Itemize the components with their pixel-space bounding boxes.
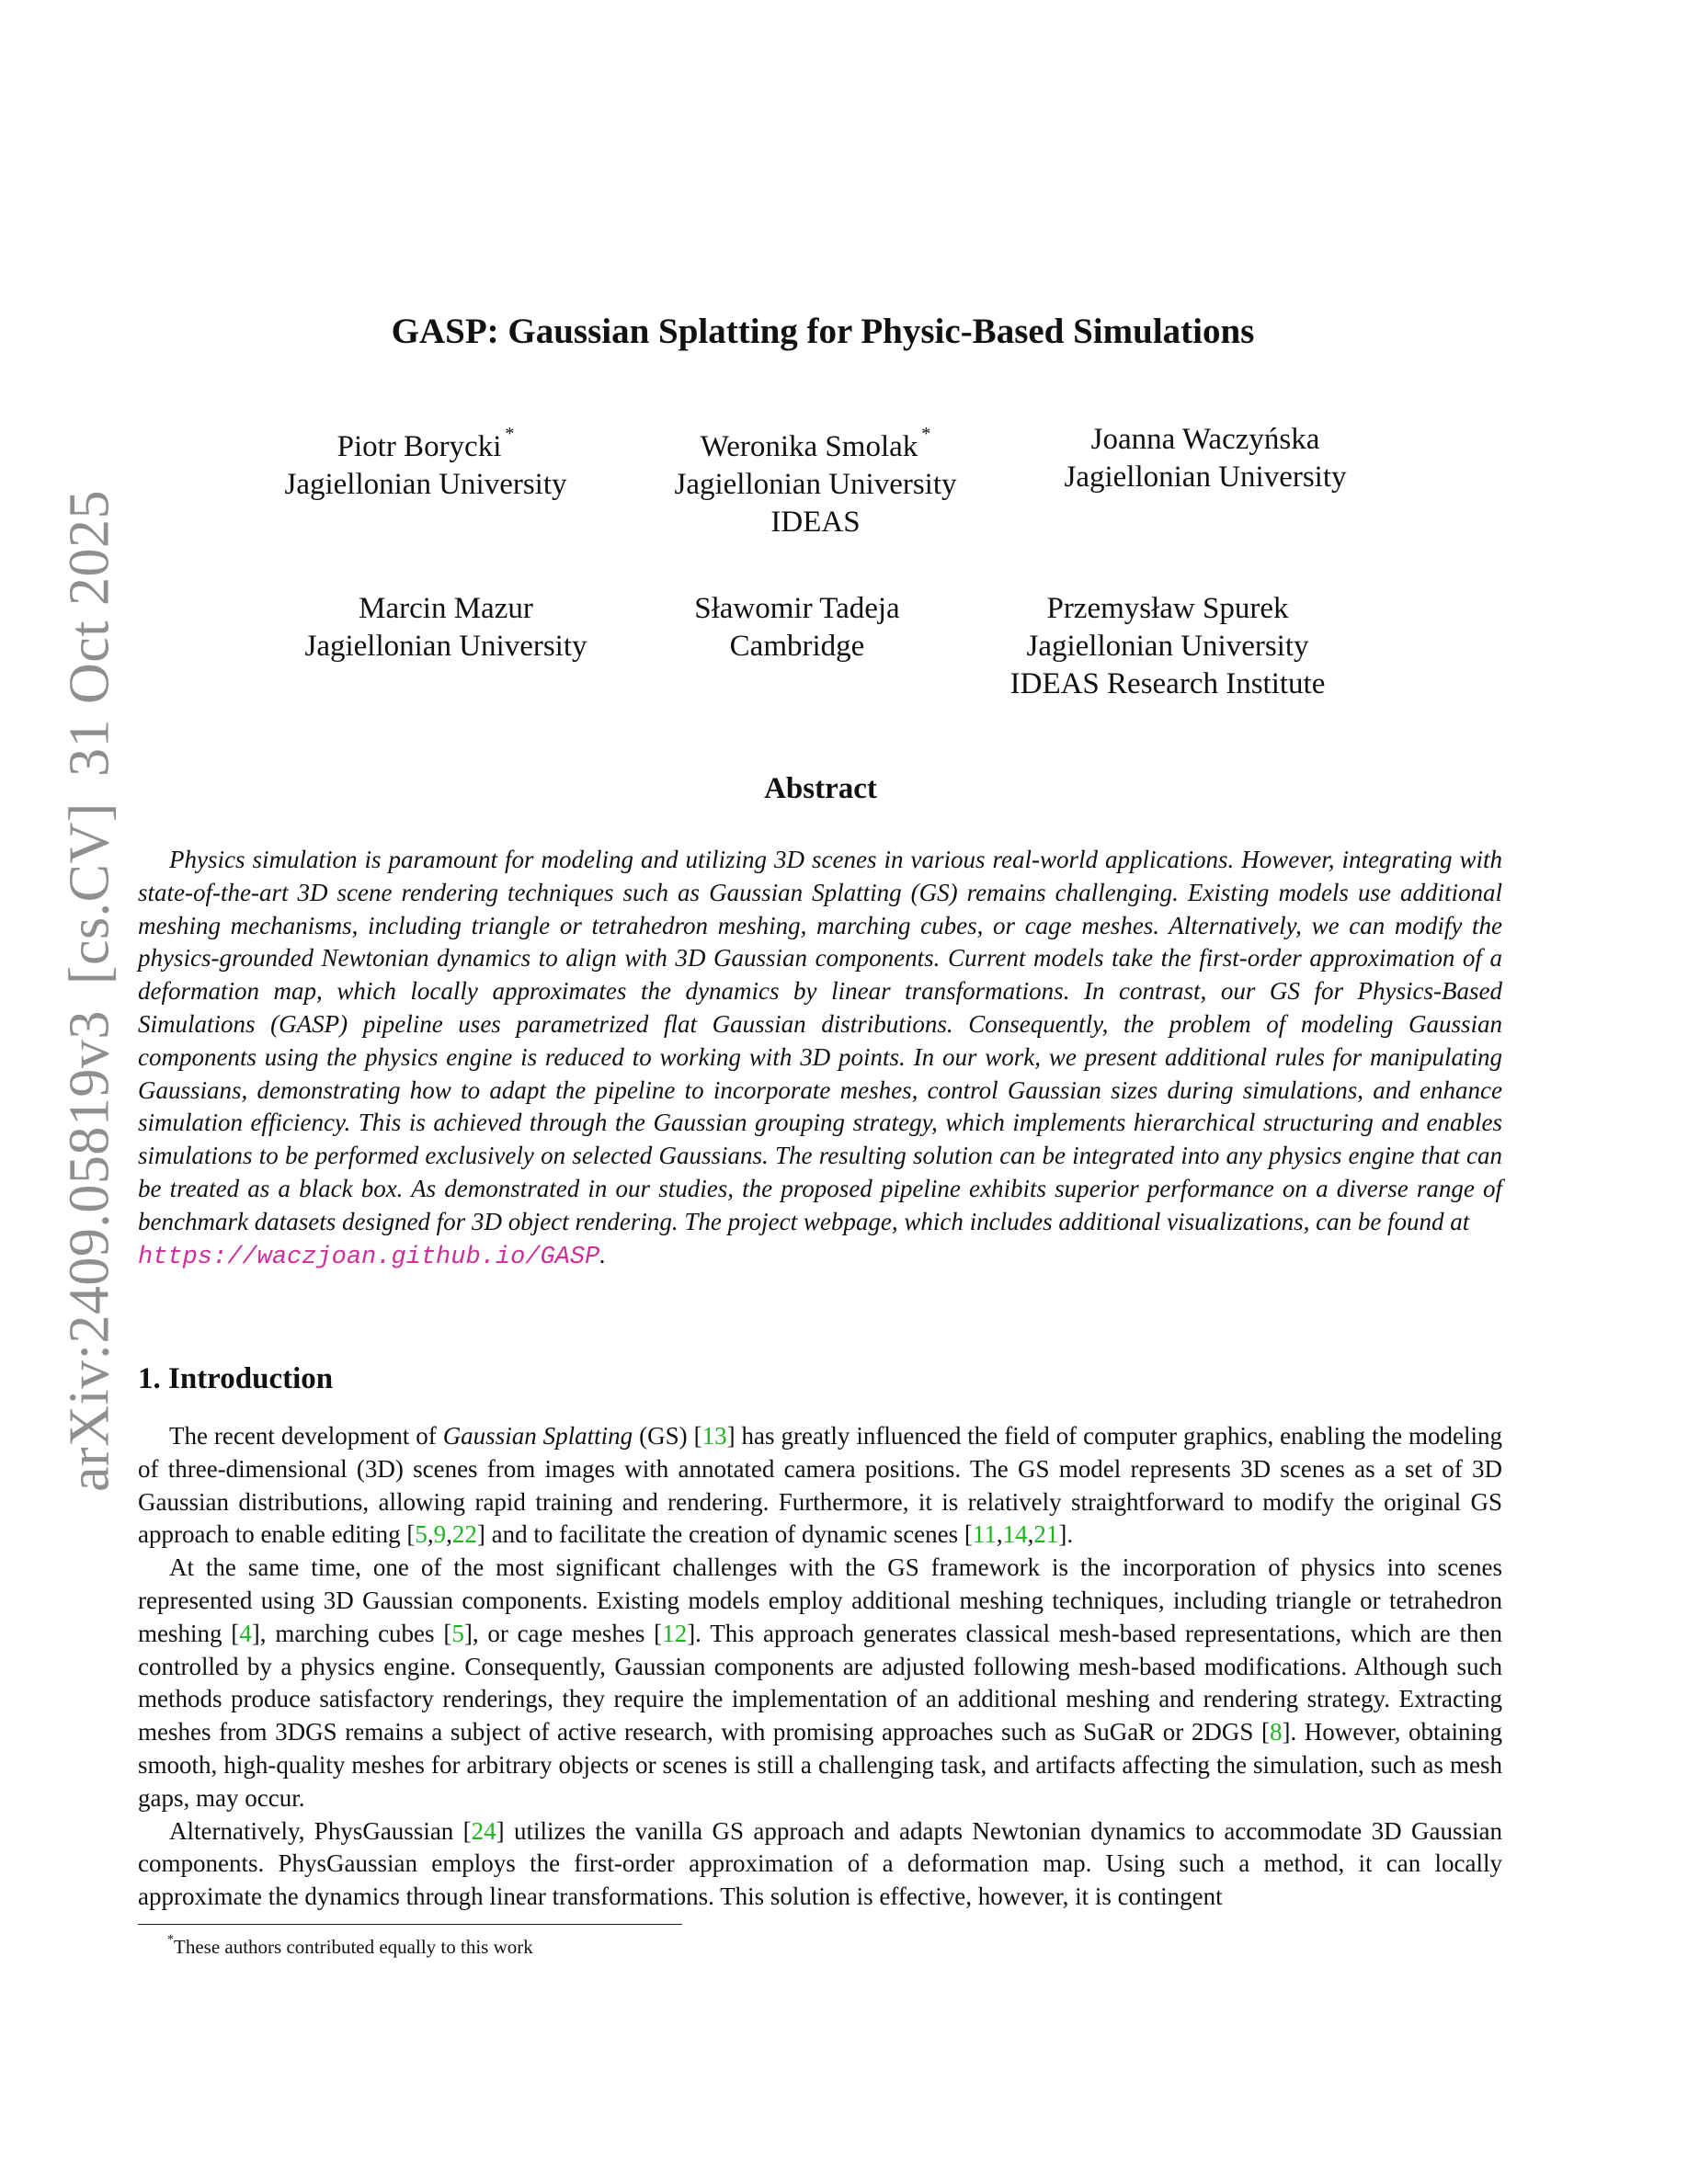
- text-run: ,: [1027, 1520, 1034, 1549]
- intro-paragraph: [138, 1815, 1502, 1914]
- arxiv-id: arXiv:2409.05819v3: [58, 1010, 121, 1492]
- abstract-end-punctuation: .: [599, 1240, 607, 1268]
- author-name: Przemysław Spurek: [1046, 592, 1289, 625]
- citation-link[interactable]: 14: [1002, 1520, 1028, 1549]
- author-name: Joanna Waczyńska: [1090, 423, 1320, 456]
- text-run: ,: [446, 1520, 452, 1549]
- citation-link[interactable]: 24: [471, 1816, 496, 1845]
- text-run: At the same time, one of the most significant challenges with the GS framework is the incorporation of physics into scenes represented using 3D Gaussian components. Existing models employ additional meshing techniques, including triangle or tetrahedron meshing [: [138, 1553, 1502, 1647]
- arxiv-category: [cs.CV]: [58, 802, 121, 985]
- citation-link[interactable]: 9: [433, 1520, 447, 1549]
- text-run: ,: [996, 1520, 1003, 1549]
- author-block: [975, 590, 1361, 703]
- author-affiliation: Jagiellonian University: [1064, 461, 1347, 494]
- text-run: (GS) [: [633, 1422, 702, 1450]
- citation-link[interactable]: 8: [1269, 1718, 1283, 1746]
- author-block: [622, 421, 1009, 541]
- citation-link[interactable]: 5: [415, 1520, 428, 1549]
- citation-link[interactable]: 13: [701, 1422, 727, 1450]
- arxiv-date: 31 Oct 2025: [58, 490, 121, 778]
- text-run: ,: [427, 1520, 434, 1549]
- intro-paragraph: [138, 1552, 1502, 1814]
- section-heading-introduction: 1. Introduction: [138, 1362, 334, 1395]
- author-name: Weronika Smolak: [700, 430, 918, 463]
- text-run: ]. However, obtaining smooth, high-quality meshes for arbitrary objects or scenes is still a challenging task, and artifacts affecting the simulation, such as mesh gaps, may occur.: [138, 1718, 1502, 1812]
- emphasis-text: Gaussian Splatting: [442, 1422, 633, 1450]
- author-affiliation: Jagiellonian University: [1026, 630, 1309, 663]
- text-run: ] has greatly influenced the field of computer graphics, enabling the modeling of three-dimensional (3D) scenes from images with annotated camera positions. The GS model represents 3D scenes as a set of 3D Gaussian distributions, allowing rapid training and rendering. Furthermore, it is relatively straightforward to modify the original GS approach to enable editing [: [138, 1422, 1503, 1549]
- text-run: The recent development of: [169, 1422, 443, 1450]
- citation-link[interactable]: 5: [451, 1619, 464, 1647]
- author-affiliation: Jagiellonian University: [304, 630, 587, 663]
- author-affiliation: Jagiellonian University: [674, 468, 957, 501]
- author-block: [1012, 421, 1398, 496]
- introduction-body: [138, 1420, 1502, 1914]
- arxiv-identifier-stamp: [58, 484, 123, 1497]
- footnote-mark: *: [167, 1933, 174, 1947]
- text-run: ] and to facilitate the creation of dynamic scenes [: [476, 1520, 973, 1549]
- citation-link[interactable]: 11: [972, 1520, 997, 1549]
- author-block: [604, 590, 990, 665]
- intro-paragraph: [138, 1420, 1502, 1552]
- text-run: Alternatively, PhysGaussian [: [169, 1816, 472, 1845]
- abstract-heading: Abstract: [764, 772, 877, 805]
- footnote-text: These authors contributed equally to this work: [174, 1936, 533, 1958]
- footnote-divider: [138, 1924, 682, 1925]
- author-affiliation: Cambridge: [729, 630, 865, 663]
- author-name: Piotr Borycki: [336, 430, 502, 463]
- project-webpage-link[interactable]: https://waczjoan.github.io/GASP: [138, 1243, 600, 1271]
- citation-link[interactable]: 12: [662, 1619, 688, 1647]
- citation-link[interactable]: 21: [1033, 1520, 1059, 1549]
- author-affiliation: IDEAS: [770, 506, 861, 539]
- abstract-body: Physics simulation is paramount for modeling and utilizing 3D scenes in various real-world applications. However, integrating with state-of-the-art 3D scene rendering techniques such as Gaussian Splatting (GS) remains challenging. Existing models use additional meshing mechanisms, including triangle or tetrahedron meshing, marching cubes, or cage meshes. Alternatively, we can modify the physics-grounded Newtonian dynamics to align with 3D Gaussian components. Current models take the first-order approximation of a deformation map, which locally approximates the dynamics by linear transformations. In contrast, our GS for Physics-Based Simulations (GASP) pipeline uses parametrized flat Gaussian distributions. Consequently, the problem of modeling Gaussian components using the physics engine is reduced to working with 3D points. In our work, we present additional rules for manipulating Gaussians, demonstrating how to adapt the pipeline to incorporate meshes, control Gaussian sizes during simulations, and enhance simulation efficiency. This is achieved through the Gaussian grouping strategy, which implements hierarchical structuring and enables simulations to be performed exclusively on selected Gaussians. The resulting solution can be integrated into any physics engine that can be treated as a black box. As demonstrated in our studies, the proposed pipeline exhibits superior performance on a diverse range of benchmark datasets designed for 3D object rendering. The project webpage, which includes additional visualizations, can be found at: [138, 846, 1502, 1235]
- text-run: ]. This approach generates classical mesh-based representations, which are then controlled by a physics engine. Consequently, Gaussian components are adjusted following mesh-based modifications. Although such methods produce satisfactory renderings, they require the implementation of an additional meshing and rendering strategy. Extracting meshes from 3DGS remains a subject of active research, with promising approaches such as SuGaR or 2DGS [: [138, 1619, 1502, 1746]
- abstract-text: [138, 844, 1502, 1274]
- author-block: [233, 421, 619, 504]
- text-run: ], or cage meshes [: [463, 1619, 663, 1647]
- author-affiliation: Jagiellonian University: [284, 468, 567, 501]
- paper-title: GASP: Gaussian Splatting for Physic-Based Simulations: [391, 312, 1255, 351]
- author-block: [253, 590, 639, 665]
- text-run: ].: [1058, 1520, 1074, 1549]
- author-affiliation: IDEAS Research Institute: [1009, 667, 1326, 700]
- author-name: Marcin Mazur: [359, 592, 533, 625]
- equal-contribution-mark: *: [921, 424, 931, 444]
- footnote: [167, 1933, 533, 1959]
- author-name: Sławomir Tadeja: [694, 592, 900, 625]
- equal-contribution-mark: *: [505, 424, 515, 444]
- citation-link[interactable]: 4: [239, 1619, 252, 1647]
- text-run: ], marching cubes [: [251, 1619, 452, 1647]
- citation-link[interactable]: 22: [451, 1520, 477, 1549]
- text-run: ] utilizes the vanilla GS approach and adapts Newtonian dynamics to accommodate 3D Gaussian components. PhysGaussian employs the first-order approximation of a deformation map. Using such a method, it can locally approximate the dynamics through linear transformations. This solution is effective, however, it is contingent: [138, 1816, 1502, 1911]
